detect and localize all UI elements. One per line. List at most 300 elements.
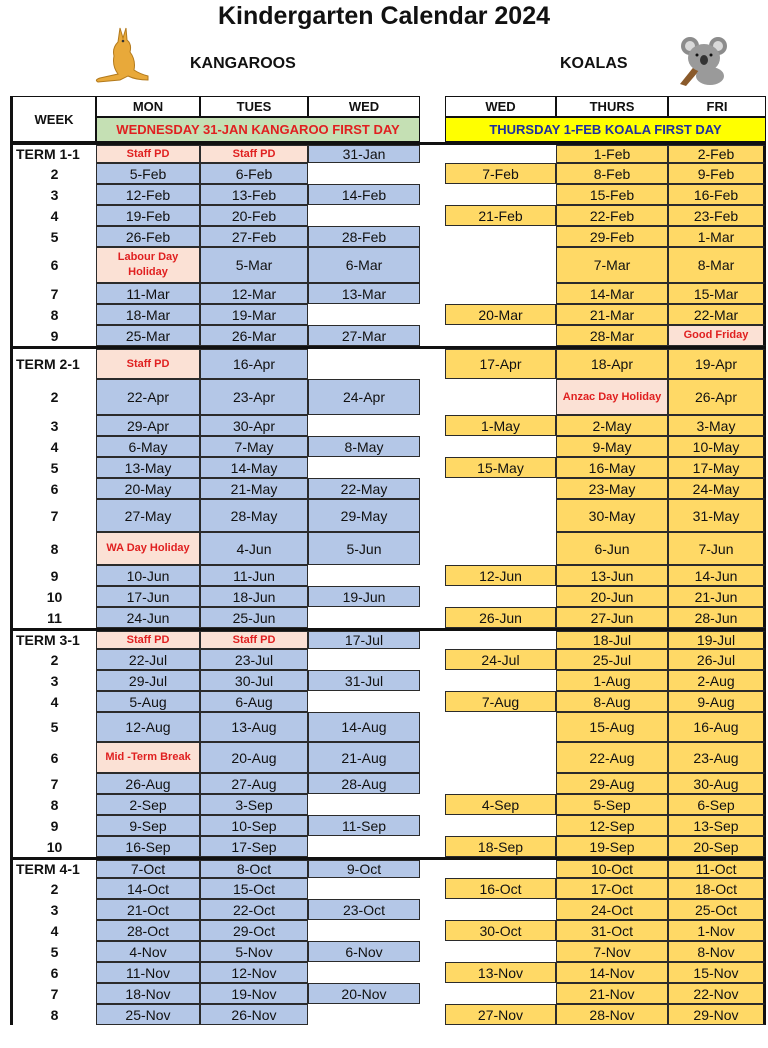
koala-fri-cell: 1-Mar bbox=[668, 226, 766, 247]
column-gap bbox=[420, 941, 445, 962]
kangaroo-tue-cell: 12-Mar bbox=[200, 283, 308, 304]
table-row bbox=[10, 205, 766, 226]
koala-thu-cell: 15-Aug bbox=[556, 712, 668, 742]
kangaroo-wed-cell: 22-May bbox=[308, 478, 420, 499]
table-row bbox=[10, 184, 766, 205]
header-mon: MON bbox=[96, 96, 200, 117]
kangaroo-wed-cell bbox=[308, 607, 420, 628]
week-label: 3 bbox=[10, 415, 96, 436]
kangaroo-tue-cell: 10-Sep bbox=[200, 815, 308, 836]
kangaroo-tue-cell: 23-Jul bbox=[200, 649, 308, 670]
kangaroo-tue-cell: 21-May bbox=[200, 478, 308, 499]
kangaroo-first-day-banner: WEDNESDAY 31-JAN KANGAROO FIRST DAY bbox=[96, 117, 420, 142]
kangaroo-tue-cell: 19-Mar bbox=[200, 304, 308, 325]
kangaroo-tue-cell: 6-Feb bbox=[200, 163, 308, 184]
week-label: 8 bbox=[10, 1004, 96, 1025]
koala-thu-cell: 18-Apr bbox=[556, 349, 668, 379]
kangaroo-wed-cell bbox=[308, 878, 420, 899]
koala-thu-cell: 6-Jun bbox=[556, 532, 668, 565]
column-gap bbox=[420, 773, 445, 794]
koala-thu-cell: 21-Nov bbox=[556, 983, 668, 1004]
kangaroo-wed-cell: 11-Sep bbox=[308, 815, 420, 836]
column-gap bbox=[420, 205, 445, 226]
kangaroo-wed-cell: 17-Jul bbox=[308, 631, 420, 649]
koala-fri-cell: 22-Mar bbox=[668, 304, 766, 325]
koala-fri-cell: 23-Aug bbox=[668, 742, 766, 773]
kangaroo-mon-cell: 16-Sep bbox=[96, 836, 200, 857]
koala-wed2-cell bbox=[445, 941, 556, 962]
koala-thu-cell: 14-Mar bbox=[556, 283, 668, 304]
kangaroo-wed-cell bbox=[308, 163, 420, 184]
koala-thu-cell: 25-Jul bbox=[556, 649, 668, 670]
table-row bbox=[10, 586, 766, 607]
koala-thu-cell: 14-Nov bbox=[556, 962, 668, 983]
koala-wed2-cell: 16-Oct bbox=[445, 878, 556, 899]
koala-fri-cell: 23-Feb bbox=[668, 205, 766, 226]
kangaroos-label: KANGAROOS bbox=[190, 55, 296, 72]
koala-thu-cell: 28-Nov bbox=[556, 1004, 668, 1025]
header-week: WEEK bbox=[10, 96, 96, 142]
column-gap bbox=[420, 836, 445, 857]
week-label: 5 bbox=[10, 457, 96, 478]
koala-wed2-cell bbox=[445, 499, 556, 532]
koala-wed2-cell bbox=[445, 436, 556, 457]
holiday-note: WA Day Holiday bbox=[96, 532, 200, 565]
table-row bbox=[10, 857, 766, 878]
koala-fri-cell: 31-May bbox=[668, 499, 766, 532]
kangaroo-tue-cell: 26-Nov bbox=[200, 1004, 308, 1025]
koala-wed2-cell bbox=[445, 712, 556, 742]
kangaroo-wed-cell: 9-Oct bbox=[308, 860, 420, 878]
koala-wed2-cell bbox=[445, 184, 556, 205]
kangaroo-tue-cell: 5-Nov bbox=[200, 941, 308, 962]
table-row bbox=[10, 920, 766, 941]
kangaroo-wed-cell: 13-Mar bbox=[308, 283, 420, 304]
holiday-note: Staff PD bbox=[96, 349, 200, 379]
holiday-note: Anzac Day Holiday bbox=[556, 379, 668, 415]
kangaroo-mon-cell: 22-Apr bbox=[96, 379, 200, 415]
kangaroo-tue-cell: 16-Apr bbox=[200, 349, 308, 379]
holiday-note: Labour Day Holiday bbox=[96, 247, 200, 283]
koala-wed2-cell: 20-Mar bbox=[445, 304, 556, 325]
table-header bbox=[10, 96, 766, 142]
table-row bbox=[10, 163, 766, 184]
week-label: 7 bbox=[10, 499, 96, 532]
koala-wed2-cell bbox=[445, 247, 556, 283]
koala-wed2-cell: 18-Sep bbox=[445, 836, 556, 857]
column-gap bbox=[420, 145, 445, 163]
kangaroo-mon-cell: 5-Feb bbox=[96, 163, 200, 184]
koala-thu-cell: 30-May bbox=[556, 499, 668, 532]
table-row bbox=[10, 436, 766, 457]
week-label: 3 bbox=[10, 670, 96, 691]
koala-thu-cell: 8-Aug bbox=[556, 691, 668, 712]
table-row bbox=[10, 983, 766, 1004]
koala-fri-cell: 19-Apr bbox=[668, 349, 766, 379]
koala-thu-cell: 13-Jun bbox=[556, 565, 668, 586]
column-gap bbox=[420, 226, 445, 247]
column-gap bbox=[420, 478, 445, 499]
calendar-table bbox=[10, 96, 766, 1025]
kangaroo-tue-cell: 15-Oct bbox=[200, 878, 308, 899]
holiday-note: Good Friday bbox=[668, 325, 766, 346]
kangaroo-tue-cell: 6-Aug bbox=[200, 691, 308, 712]
kangaroo-wed-cell bbox=[308, 836, 420, 857]
kangaroo-tue-cell: 29-Oct bbox=[200, 920, 308, 941]
koala-thu-cell: 8-Feb bbox=[556, 163, 668, 184]
koala-fri-cell: 25-Oct bbox=[668, 899, 766, 920]
koala-fri-cell: 30-Aug bbox=[668, 773, 766, 794]
column-gap bbox=[420, 860, 445, 878]
kangaroo-icon bbox=[90, 24, 150, 86]
column-gap bbox=[420, 1004, 445, 1025]
koala-fri-cell: 28-Jun bbox=[668, 607, 766, 628]
koala-thu-cell: 10-Oct bbox=[556, 860, 668, 878]
column-gap bbox=[420, 163, 445, 184]
koala-thu-cell: 24-Oct bbox=[556, 899, 668, 920]
kangaroo-wed-cell bbox=[308, 565, 420, 586]
koala-wed2-cell bbox=[445, 478, 556, 499]
kangaroo-tue-cell: 23-Apr bbox=[200, 379, 308, 415]
kangaroo-wed-cell: 28-Aug bbox=[308, 773, 420, 794]
header-thu: THURS bbox=[556, 96, 668, 117]
kangaroo-mon-cell: 6-May bbox=[96, 436, 200, 457]
column-gap bbox=[420, 565, 445, 586]
week-label: 7 bbox=[10, 283, 96, 304]
kangaroo-wed-cell bbox=[308, 1004, 420, 1025]
koala-fri-cell: 11-Oct bbox=[668, 860, 766, 878]
table-row bbox=[10, 670, 766, 691]
koala-fri-cell: 16-Feb bbox=[668, 184, 766, 205]
week-label: 4 bbox=[10, 436, 96, 457]
kangaroo-wed-cell: 28-Feb bbox=[308, 226, 420, 247]
kangaroo-mon-cell: 18-Mar bbox=[96, 304, 200, 325]
koala-thu-cell: 22-Feb bbox=[556, 205, 668, 226]
kangaroo-mon-cell: 26-Aug bbox=[96, 773, 200, 794]
kangaroo-wed-cell: 14-Aug bbox=[308, 712, 420, 742]
koala-fri-cell: 7-Jun bbox=[668, 532, 766, 565]
kangaroo-mon-cell: 19-Feb bbox=[96, 205, 200, 226]
koala-thu-cell: 5-Sep bbox=[556, 794, 668, 815]
kangaroo-tue-cell: 17-Sep bbox=[200, 836, 308, 857]
koala-thu-cell: 19-Sep bbox=[556, 836, 668, 857]
koala-thu-cell: 7-Nov bbox=[556, 941, 668, 962]
table-row bbox=[10, 415, 766, 436]
kangaroo-tue-cell: 18-Jun bbox=[200, 586, 308, 607]
week-label: 6 bbox=[10, 478, 96, 499]
table-row bbox=[10, 899, 766, 920]
week-label: 5 bbox=[10, 941, 96, 962]
kangaroo-wed-cell: 23-Oct bbox=[308, 899, 420, 920]
column-gap bbox=[420, 436, 445, 457]
koala-thu-cell: 15-Feb bbox=[556, 184, 668, 205]
calendar-rows bbox=[10, 142, 766, 1025]
koala-fri-cell: 1-Nov bbox=[668, 920, 766, 941]
kangaroo-mon-cell: 12-Feb bbox=[96, 184, 200, 205]
holiday-note: Staff PD bbox=[200, 145, 308, 163]
koala-fri-cell: 29-Nov bbox=[668, 1004, 766, 1025]
kangaroo-tue-cell: 7-May bbox=[200, 436, 308, 457]
table-row bbox=[10, 247, 766, 283]
koala-thu-cell: 31-Oct bbox=[556, 920, 668, 941]
koala-wed2-cell bbox=[445, 815, 556, 836]
table-row bbox=[10, 283, 766, 304]
column-gap bbox=[420, 983, 445, 1004]
koala-thu-cell: 22-Aug bbox=[556, 742, 668, 773]
kangaroo-wed-cell bbox=[308, 304, 420, 325]
column-gap bbox=[420, 691, 445, 712]
koala-wed2-cell bbox=[445, 379, 556, 415]
column-gap bbox=[420, 325, 445, 346]
koala-thu-cell: 29-Feb bbox=[556, 226, 668, 247]
koala-thu-cell: 16-May bbox=[556, 457, 668, 478]
table-row bbox=[10, 691, 766, 712]
koala-fri-cell: 21-Jun bbox=[668, 586, 766, 607]
koala-wed2-cell: 30-Oct bbox=[445, 920, 556, 941]
week-label: 6 bbox=[10, 247, 96, 283]
week-label: 7 bbox=[10, 773, 96, 794]
kangaroo-tue-cell: 3-Sep bbox=[200, 794, 308, 815]
column-gap bbox=[420, 499, 445, 532]
kangaroo-mon-cell: 29-Apr bbox=[96, 415, 200, 436]
holiday-note: Mid -Term Break bbox=[96, 742, 200, 773]
koala-wed2-cell bbox=[445, 983, 556, 1004]
kangaroo-tue-cell: 30-Apr bbox=[200, 415, 308, 436]
kangaroo-mon-cell: 22-Jul bbox=[96, 649, 200, 670]
koala-thu-cell: 18-Jul bbox=[556, 631, 668, 649]
kangaroo-tue-cell: 27-Aug bbox=[200, 773, 308, 794]
koala-fri-cell: 19-Jul bbox=[668, 631, 766, 649]
kangaroo-wed-cell bbox=[308, 649, 420, 670]
kangaroo-wed-cell: 31-Jul bbox=[308, 670, 420, 691]
week-label: 10 bbox=[10, 586, 96, 607]
koala-wed2-cell bbox=[445, 145, 556, 163]
kangaroo-tue-cell: 14-May bbox=[200, 457, 308, 478]
header-fri: FRI bbox=[668, 96, 766, 117]
week-label: 8 bbox=[10, 532, 96, 565]
kangaroo-mon-cell: 13-May bbox=[96, 457, 200, 478]
koala-fri-cell: 9-Aug bbox=[668, 691, 766, 712]
kangaroo-mon-cell: 17-Jun bbox=[96, 586, 200, 607]
holiday-note: Staff PD bbox=[200, 631, 308, 649]
kangaroo-wed-cell: 8-May bbox=[308, 436, 420, 457]
kangaroo-tue-cell: 4-Jun bbox=[200, 532, 308, 565]
holiday-note: Staff PD bbox=[96, 145, 200, 163]
kangaroo-wed-cell bbox=[308, 415, 420, 436]
column-gap bbox=[420, 631, 445, 649]
kangaroo-mon-cell: 28-Oct bbox=[96, 920, 200, 941]
kangaroo-wed-cell: 14-Feb bbox=[308, 184, 420, 205]
table-row bbox=[10, 142, 766, 163]
kangaroo-wed-cell: 20-Nov bbox=[308, 983, 420, 1004]
table-row bbox=[10, 962, 766, 983]
column-gap bbox=[420, 586, 445, 607]
kangaroo-wed-cell: 19-Jun bbox=[308, 586, 420, 607]
table-row bbox=[10, 1004, 766, 1025]
koala-icon bbox=[674, 34, 738, 86]
koala-fri-cell: 20-Sep bbox=[668, 836, 766, 857]
kangaroo-tue-cell: 26-Mar bbox=[200, 325, 308, 346]
kangaroo-mon-cell: 25-Mar bbox=[96, 325, 200, 346]
koala-fri-cell: 14-Jun bbox=[668, 565, 766, 586]
table-row bbox=[10, 815, 766, 836]
kangaroo-tue-cell: 8-Oct bbox=[200, 860, 308, 878]
koala-wed2-cell bbox=[445, 283, 556, 304]
table-row bbox=[10, 628, 766, 649]
table-row bbox=[10, 773, 766, 794]
table-row bbox=[10, 346, 766, 379]
table-row bbox=[10, 565, 766, 586]
koala-fri-cell: 17-May bbox=[668, 457, 766, 478]
kangaroo-mon-cell: 29-Jul bbox=[96, 670, 200, 691]
koala-thu-cell: 9-May bbox=[556, 436, 668, 457]
week-label: TERM 1-1 bbox=[10, 145, 96, 163]
koala-wed2-cell bbox=[445, 742, 556, 773]
kangaroo-mon-cell: 7-Oct bbox=[96, 860, 200, 878]
column-gap bbox=[420, 794, 445, 815]
kangaroo-wed-cell: 27-Mar bbox=[308, 325, 420, 346]
koala-wed2-cell: 7-Aug bbox=[445, 691, 556, 712]
kangaroo-mon-cell: 10-Jun bbox=[96, 565, 200, 586]
column-gap bbox=[420, 283, 445, 304]
week-label: 2 bbox=[10, 649, 96, 670]
table-row bbox=[10, 304, 766, 325]
table-row bbox=[10, 532, 766, 565]
header-tue: TUES bbox=[200, 96, 308, 117]
week-label: 6 bbox=[10, 742, 96, 773]
holiday-note: Staff PD bbox=[96, 631, 200, 649]
kangaroo-mon-cell: 20-May bbox=[96, 478, 200, 499]
kangaroo-wed-cell bbox=[308, 691, 420, 712]
week-label: 5 bbox=[10, 226, 96, 247]
koala-fri-cell: 26-Apr bbox=[668, 379, 766, 415]
koala-wed2-cell bbox=[445, 532, 556, 565]
table-row bbox=[10, 478, 766, 499]
koala-thu-cell: 2-May bbox=[556, 415, 668, 436]
kangaroo-mon-cell: 24-Jun bbox=[96, 607, 200, 628]
column-gap bbox=[420, 962, 445, 983]
koala-wed2-cell: 12-Jun bbox=[445, 565, 556, 586]
kangaroo-mon-cell: 4-Nov bbox=[96, 941, 200, 962]
column-gap bbox=[420, 607, 445, 628]
column-gap bbox=[420, 415, 445, 436]
table-row bbox=[10, 742, 766, 773]
kangaroo-tue-cell: 25-Jun bbox=[200, 607, 308, 628]
koala-fri-cell: 10-May bbox=[668, 436, 766, 457]
kangaroo-wed-cell bbox=[308, 205, 420, 226]
week-label: 6 bbox=[10, 962, 96, 983]
kangaroo-wed-cell bbox=[308, 457, 420, 478]
week-label: 9 bbox=[10, 325, 96, 346]
week-label: 2 bbox=[10, 379, 96, 415]
header-wed-kangaroos: WED bbox=[308, 96, 420, 117]
kangaroo-wed-cell bbox=[308, 794, 420, 815]
koala-thu-cell: 21-Mar bbox=[556, 304, 668, 325]
week-label: 7 bbox=[10, 983, 96, 1004]
kangaroo-wed-cell bbox=[308, 962, 420, 983]
kangaroo-tue-cell: 30-Jul bbox=[200, 670, 308, 691]
column-gap bbox=[420, 649, 445, 670]
koala-wed2-cell bbox=[445, 226, 556, 247]
koala-fri-cell: 24-May bbox=[668, 478, 766, 499]
kangaroo-wed-cell: 6-Mar bbox=[308, 247, 420, 283]
column-gap bbox=[420, 457, 445, 478]
column-gap bbox=[420, 304, 445, 325]
koala-thu-cell: 1-Aug bbox=[556, 670, 668, 691]
column-gap bbox=[420, 96, 445, 142]
table-row bbox=[10, 941, 766, 962]
kangaroo-wed-cell: 31-Jan bbox=[308, 145, 420, 163]
koala-wed2-cell: 17-Apr bbox=[445, 349, 556, 379]
koala-wed2-cell: 15-May bbox=[445, 457, 556, 478]
table-row bbox=[10, 878, 766, 899]
kangaroo-wed-cell: 5-Jun bbox=[308, 532, 420, 565]
koala-fri-cell: 18-Oct bbox=[668, 878, 766, 899]
koala-thu-cell: 23-May bbox=[556, 478, 668, 499]
week-label: TERM 3-1 bbox=[10, 631, 96, 649]
kangaroo-mon-cell: 27-May bbox=[96, 499, 200, 532]
koala-thu-cell: 27-Jun bbox=[556, 607, 668, 628]
week-label: 8 bbox=[10, 794, 96, 815]
koala-wed2-cell bbox=[445, 325, 556, 346]
koala-wed2-cell: 4-Sep bbox=[445, 794, 556, 815]
week-label: TERM 2-1 bbox=[10, 349, 96, 379]
kangaroo-mon-cell: 14-Oct bbox=[96, 878, 200, 899]
kangaroo-mon-cell: 25-Nov bbox=[96, 1004, 200, 1025]
kangaroo-mon-cell: 9-Sep bbox=[96, 815, 200, 836]
koala-thu-cell: 7-Mar bbox=[556, 247, 668, 283]
koala-wed2-cell: 26-Jun bbox=[445, 607, 556, 628]
koala-wed2-cell bbox=[445, 860, 556, 878]
column-gap bbox=[420, 247, 445, 283]
koala-fri-cell: 2-Aug bbox=[668, 670, 766, 691]
koala-wed2-cell: 7-Feb bbox=[445, 163, 556, 184]
koala-fri-cell: 13-Sep bbox=[668, 815, 766, 836]
kangaroo-mon-cell: 21-Oct bbox=[96, 899, 200, 920]
koala-thu-cell: 12-Sep bbox=[556, 815, 668, 836]
table-row bbox=[10, 794, 766, 815]
week-label: 2 bbox=[10, 878, 96, 899]
column-gap bbox=[420, 878, 445, 899]
column-gap bbox=[420, 920, 445, 941]
koala-wed2-cell: 21-Feb bbox=[445, 205, 556, 226]
page-title: Kindergarten Calendar 2024 bbox=[217, 2, 551, 30]
kangaroo-tue-cell: 19-Nov bbox=[200, 983, 308, 1004]
column-gap bbox=[420, 899, 445, 920]
koala-fri-cell: 2-Feb bbox=[668, 145, 766, 163]
kangaroo-mon-cell: 11-Nov bbox=[96, 962, 200, 983]
table-row bbox=[10, 226, 766, 247]
kangaroo-mon-cell: 18-Nov bbox=[96, 983, 200, 1004]
kangaroo-tue-cell: 11-Jun bbox=[200, 565, 308, 586]
column-gap bbox=[420, 379, 445, 415]
table-row bbox=[10, 379, 766, 415]
koala-first-day-banner: THURSDAY 1-FEB KOALA FIRST DAY bbox=[445, 117, 766, 142]
kangaroo-wed-cell bbox=[308, 920, 420, 941]
koala-fri-cell: 9-Feb bbox=[668, 163, 766, 184]
koalas-label: KOALAS bbox=[560, 55, 628, 72]
koala-thu-cell: 29-Aug bbox=[556, 773, 668, 794]
table-row bbox=[10, 325, 766, 346]
koala-thu-cell: 28-Mar bbox=[556, 325, 668, 346]
column-gap bbox=[420, 532, 445, 565]
kangaroo-mon-cell: 5-Aug bbox=[96, 691, 200, 712]
koala-fri-cell: 22-Nov bbox=[668, 983, 766, 1004]
koala-wed2-cell: 27-Nov bbox=[445, 1004, 556, 1025]
week-label: TERM 4-1 bbox=[10, 860, 96, 878]
table-row bbox=[10, 649, 766, 670]
week-label: 4 bbox=[10, 920, 96, 941]
